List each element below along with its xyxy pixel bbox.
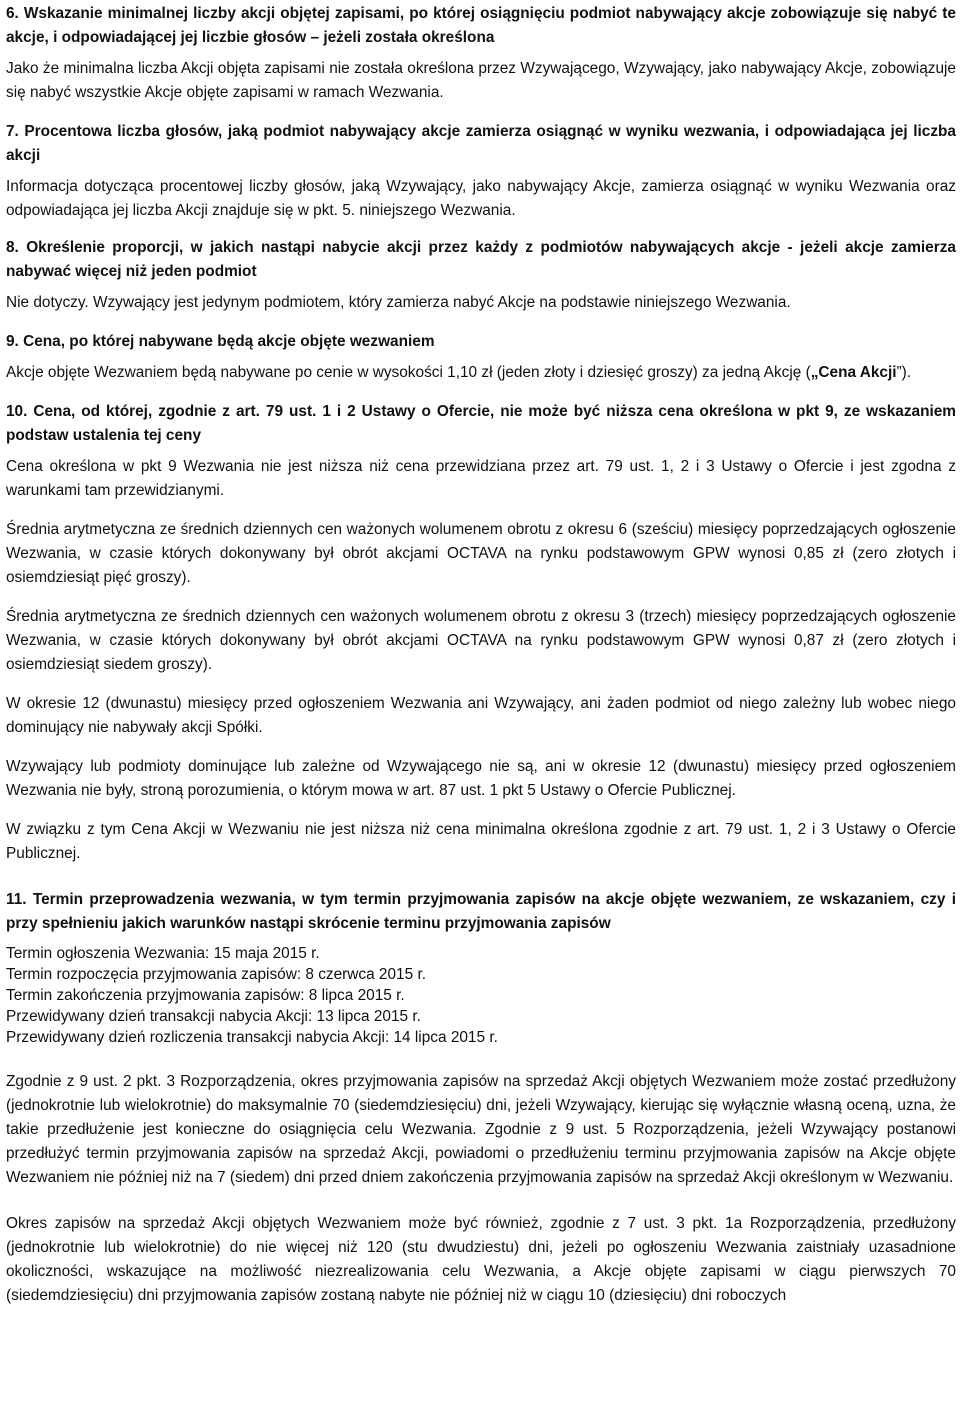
section-11-paragraph-1: Zgodnie z 9 ust. 2 pkt. 3 Rozporządzenia, okres przyjmowania zapisów na sprzedaż Akcji objętych Wezwaniem może zostać przedłużony (jednokrotnie lub wielokrotnie) do maksymalnie 70 (siedemdziesięciu) dni, jeżeli Wzywający, kierując się wyłącznie własną oceną, uzna, że takie przedłużenie jest konieczne do osiągnięcia celu Wezwania. Zgodnie z 9 ust. 5 Rozporządzenia, jeżeli Wzywający postanowi przedłużyć termin przyjmowania zapisów na sprzedaż Akcji, powiadomi o przedłużeniu terminu przyjmowania zapisów na Akcje objęte Wezwaniem nie później niż na 7 (siedem) dni przed dniem zakończenia przyjmowania zapisów na sprzedaż Akcji określonym w Wezwaniu.: [6, 1073, 956, 1186]
section-8-heading: 8. Określenie proporcji, w jakich nastąpi nabycie akcji przez każdy z podmiotów nabywających akcje - jeżeli akcje zamierza nabywać więcej niż jeden podmiot: [6, 239, 956, 280]
section-7-paragraph: Informacja dotycząca procentowej liczby głosów, jaką Wzywający, jako nabywający Akcje, zamierza osiągnąć w wyniku Wezwania oraz odpowiadająca jej liczba Akcji znajduje się w pkt. 5. niniejszego Wezwania.: [6, 178, 956, 219]
section-6-heading: 6. Wskazanie minimalnej liczby akcji objętej zapisami, po której osiągnięciu podmiot nabywający akcje zobowiązuje się nabyć te akcje, i odpowiadającej jej liczbie głosów – jeżeli została określona: [6, 5, 956, 46]
schedule-dates-list: [6, 943, 956, 1048]
section-9-heading: 9. Cena, po której nabywane będą akcje objęte wezwaniem: [6, 333, 435, 350]
schedule-date-item: Przewidywany dzień rozliczenia transakcji nabycia Akcji: 14 lipca 2015 r.: [6, 1029, 498, 1046]
schedule-date-item: Termin ogłoszenia Wezwania: 15 maja 2015 r.: [6, 945, 320, 962]
section-10-heading: 10. Cena, od której, zgodnie z art. 79 ust. 1 i 2 Ustawy o Ofercie, nie może być niższa cena określona w pkt 9, ze wskazaniem podstaw ustalenia tej ceny: [6, 403, 956, 444]
price-text-end: ”).: [896, 364, 912, 381]
section-7-heading: 7. Procentowa liczba głosów, jaką podmiot nabywający akcje zamierza osiągnąć w wyniku wezwania, i odpowiadająca jej liczba akcji: [6, 123, 956, 164]
schedule-date-item: Termin rozpoczęcia przyjmowania zapisów: 8 czerwca 2015 r.: [6, 966, 426, 983]
price-term-bold: „Cena Akcji: [810, 364, 897, 381]
section-10-paragraph-5: Wzywający lub podmioty dominujące lub zależne od Wzywającego nie są, ani w okresie 12 (dwunastu) miesięcy przed ogłoszeniem Wezwania nie były, stroną porozumienia, o którym mowa w art. 87 ust. 1 pkt 5 Ustawy o Ofercie Publicznej.: [6, 758, 956, 799]
section-9-paragraph: [6, 361, 956, 385]
section-10-paragraph-6: W związku z tym Cena Akcji w Wezwaniu nie jest niższa niż cena minimalna określona zgodnie z art. 79 ust. 1, 2 i 3 Ustawy o Ofercie Publicznej.: [6, 821, 956, 862]
section-8-paragraph: Nie dotyczy. Wzywający jest jedynym podmiotem, który zamierza nabyć Akcje na podstawie niniejszego Wezwania.: [6, 294, 791, 311]
section-10-paragraph-3: Średnia arytmetyczna ze średnich dziennych cen ważonych wolumenem obrotu z okresu 3 (trzech) miesięcy poprzedzających ogłoszenie Wezwania, w czasie których dokonywany był obrót akcjami OCTAVA na rynku podstawowym GPW wynosi 0,87 zł (zero złotych i osiemdziesiąt siedem groszy).: [6, 608, 956, 673]
section-6-paragraph: Jako że minimalna liczba Akcji objęta zapisami nie została określona przez Wzywającego, Wzywający, jako nabywający Akcje, zobowiązuje się nabyć wszystkie Akcje objęte zapisami w ramach Wezwania.: [6, 60, 956, 101]
schedule-date-item: Termin zakończenia przyjmowania zapisów: 8 lipca 2015 r.: [6, 987, 405, 1004]
section-10-paragraph-4: W okresie 12 (dwunastu) miesięcy przed ogłoszeniem Wezwania ani Wzywający, ani żaden podmiot od niego zależny lub wobec niego dominujący nie nabywały akcji Spółki.: [6, 695, 956, 736]
price-text-start: Akcje objęte Wezwaniem będą nabywane po cenie w wysokości 1,10 zł (jeden złoty i dziesięć groszy) za jedną Akcję (: [6, 364, 811, 381]
schedule-date-item: Przewidywany dzień transakcji nabycia Akcji: 13 lipca 2015 r.: [6, 1008, 421, 1025]
section-11-paragraph-2: Okres zapisów na sprzedaż Akcji objętych Wezwaniem może być również, zgodnie z 7 ust. 3 pkt. 1a Rozporządzenia, przedłużony (jednokrotnie lub wielokrotnie) do nie więcej niż 120 (stu dwudziestu) dni, jeżeli po ogłoszeniu Wezwania zaistniały uzasadnione okoliczności, wskazujące na możliwość niezrealizowania celu Wezwania, a Akcje objęte zapisami w ciągu pierwszych 70 (siedemdziesięciu) dni przyjmowania zapisów zostaną nabyte nie później niż w ciągu 10 (dziesięciu) dni roboczych: [6, 1215, 956, 1304]
section-11-heading: 11. Termin przeprowadzenia wezwania, w tym termin przyjmowania zapisów na akcje objęte wezwaniem, ze wskazaniem, czy i przy spełnieniu jakich warunków nastąpi skrócenie terminu przyjmowania zapisów: [6, 891, 956, 932]
section-10-paragraph-2: Średnia arytmetyczna ze średnich dziennych cen ważonych wolumenem obrotu z okresu 6 (sześciu) miesięcy poprzedzających ogłoszenie Wezwania, w czasie których dokonywany był obrót akcjami OCTAVA na rynku podstawowym GPW wynosi 0,85 zł (zero złotych i osiemdziesiąt pięć groszy).: [6, 521, 956, 586]
section-10-paragraph-1: Cena określona w pkt 9 Wezwania nie jest niższa niż cena przewidziana przez art. 79 ust. 1, 2 i 3 Ustawy o Ofercie i jest zgodna z warunkami tam przewidzianymi.: [6, 458, 956, 499]
